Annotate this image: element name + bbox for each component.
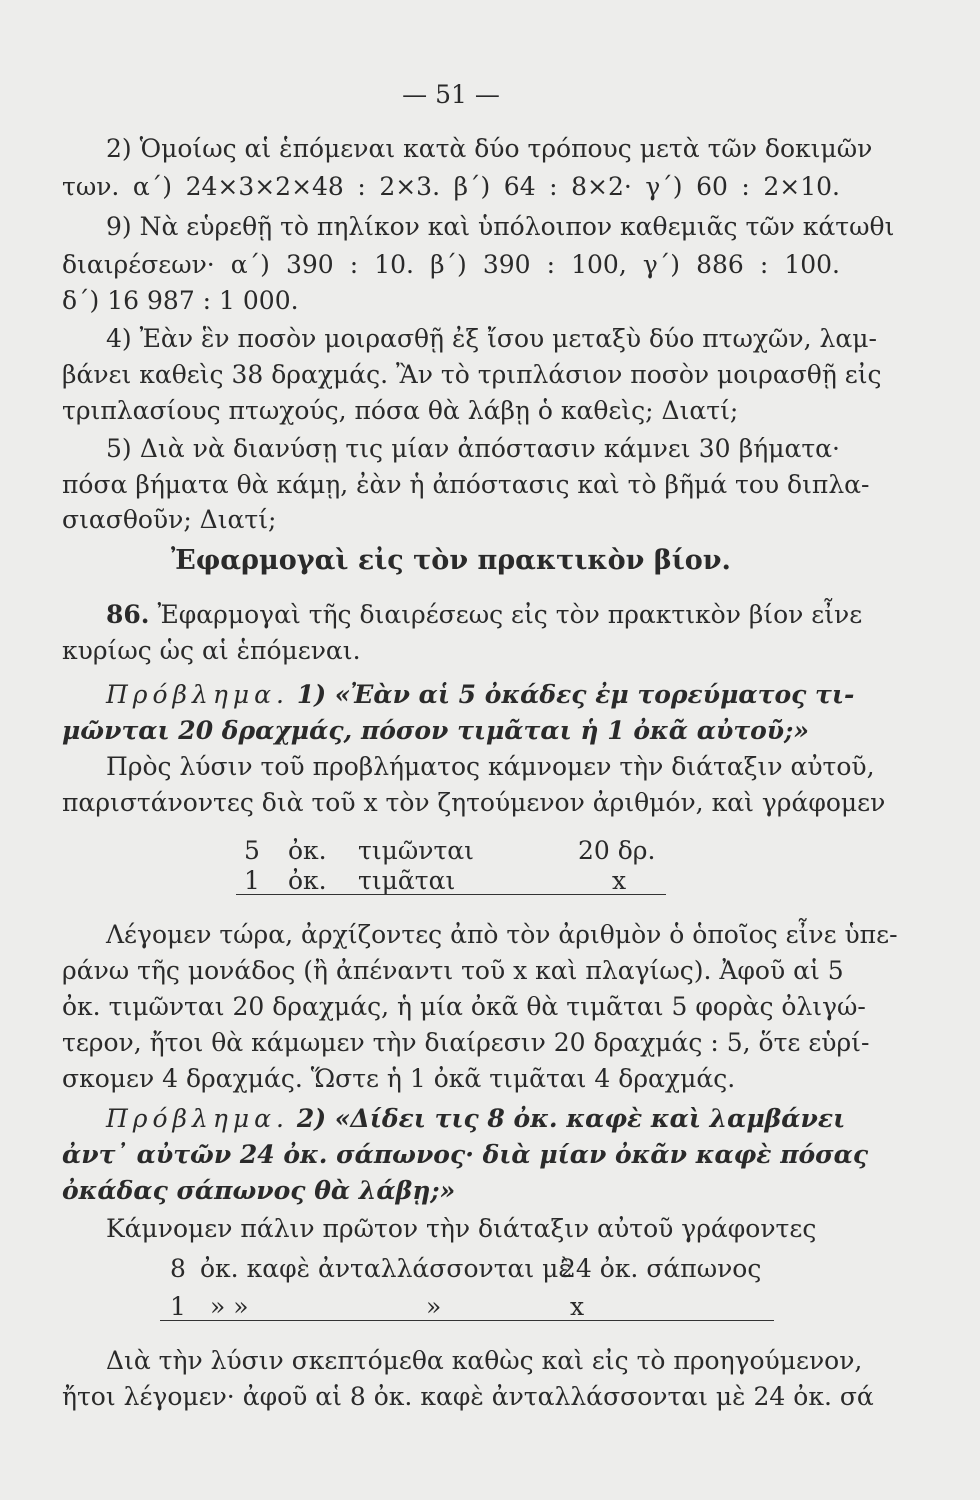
problem1-explanation: ράνω τῆς μονάδος (ἢ ἀπέναντι τοῦ x καὶ πλαγίως). Ἀφοῦ αἱ 5 xyxy=(62,956,844,985)
table1-cell: x xyxy=(612,866,627,895)
problem1-explanation: τερον, ἤτοι θὰ κάμωμεν τὴν διαίρεσιν 20 δραχμάς : 5, ὅτε εὑρί- xyxy=(62,1028,870,1057)
table2-cell: 8 xyxy=(170,1254,186,1283)
table2-cell: » xyxy=(426,1292,442,1321)
problem1-text: παριστάνοντες διὰ τοῦ x τὸν ζητούμενον ἀριθμόν, καὶ γράφομεν xyxy=(62,788,886,817)
table2-cell: » » xyxy=(210,1292,249,1321)
problem2-text: Κάμνομεν πάλιν πρῶτον τὴν διάταξιν αὐτοῦ γράφοντες xyxy=(106,1214,817,1243)
problem2-question-line2: ἀντ᾽ αὐτῶν 24 ὀκ. σάπωνος· διὰ μίαν ὀκᾶν καφὲ πόσας xyxy=(62,1140,869,1169)
exercise-line: βάνει καθεὶς 38 δραχμάς. Ἂν τὸ τριπλάσιον ποσὸν μοιρασθῇ εἰς xyxy=(62,360,882,389)
section-text: Ἐφαρμογαὶ τῆς διαιρέσεως εἰς τὸν πρακτικὸν βίον εἶνε xyxy=(157,600,863,629)
problem1-text: Πρὸς λύσιν τοῦ προβλήματος κάμνομεν τὴν διάταξιν αὐτοῦ, xyxy=(106,752,875,781)
exercise-line: τριπλασίους πτωχούς, πόσα θὰ λάβῃ ὁ καθεὶς; Διατί; xyxy=(62,396,739,425)
table2-cell: ὀκ. καφὲ ἀνταλλάσσονται μὲ xyxy=(200,1254,572,1283)
section-86-line2: κυρίως ὡς αἱ ἑπόμεναι. xyxy=(62,636,361,665)
problem-label: Πρόβλημα. xyxy=(106,680,289,709)
table2-cell: 1 xyxy=(170,1292,186,1321)
exercise-line: πόσα βήματα θὰ κάμῃ, ἐὰν ἡ ἀπόστασις καὶ τὸ βῆμά του διπλα- xyxy=(62,470,870,499)
exercise-line: 9) Νὰ εὑρεθῇ τὸ πηλίκον καὶ ὑπόλοιπον καθεμιᾶς τῶν κάτωθι xyxy=(106,212,895,241)
problem1-question-line2: μῶνται 20 δραχμάς, πόσον τιμᾶται ἡ 1 ὀκᾶ αὐτοῦ;» xyxy=(62,716,810,745)
table1-underline xyxy=(236,894,666,895)
table1-cell: 1 xyxy=(244,866,260,895)
table1-cell: 5 xyxy=(244,836,260,865)
exercise-line: 5) Διὰ νὰ διανύσῃ τις μίαν ἀπόστασιν κάμνει 30 βήματα· xyxy=(106,434,840,463)
exercise-line: 4) Ἐὰν ἓν ποσὸν μοιρασθῇ ἐξ ἴσου μεταξὺ δύο πτωχῶν, λαμ- xyxy=(106,324,877,353)
problem2-after: Διὰ τὴν λύσιν σκεπτόμεθα καθὼς καὶ εἰς τὸ προηγούμενον, xyxy=(106,1346,863,1375)
problem-question: 1) «Ἐὰν αἱ 5 ὀκάδες ἐμ τορεύματος τι- xyxy=(296,680,855,709)
exercise-line: 2) Ὁμοίως αἱ ἑπόμεναι κατὰ δύο τρόπους μετὰ τῶν δοκιμῶν xyxy=(106,134,873,163)
table2-underline xyxy=(160,1320,774,1321)
problem2-question-line1 xyxy=(106,1104,845,1134)
problem2-question-line3: ὀκάδας σάπωνος θὰ λάβῃ;» xyxy=(62,1176,456,1205)
table1-cell: ὀκ. xyxy=(288,836,327,865)
page-number: — 51 — xyxy=(402,80,500,109)
exercise-line: των. α΄) 24×3×2×48 : 2×3. β΄) 64 : 8×2· γ΄) 60 : 2×10. xyxy=(62,172,840,201)
exercise-line: δ΄) 16 987 : 1 000. xyxy=(62,286,299,315)
problem-question: 2) «Δίδει τις 8 ὀκ. καφὲ καὶ λαμβάνει xyxy=(296,1104,846,1133)
exercise-line: διαιρέσεων· α΄) 390 : 10. β΄) 390 : 100, γ΄) 886 : 100. xyxy=(62,250,840,279)
problem1-explanation: σκομεν 4 δραχμάς. Ὥστε ἡ 1 ὀκᾶ τιμᾶται 4 δραχμάς. xyxy=(62,1064,736,1093)
problem1-question-line1 xyxy=(106,680,854,710)
table1-cell: τιμῶνται xyxy=(358,836,474,865)
table2-cell: 24 ὀκ. σάπωνος xyxy=(560,1254,762,1283)
problem1-explanation: Λέγομεν τώρα, ἀρχίζοντες ἀπὸ τὸν ἀριθμὸν ὁ ὁποῖος εἶνε ὑπε- xyxy=(106,920,898,949)
problem2-after: ἤτοι λέγομεν· ἀφοῦ αἱ 8 ὀκ. καφὲ ἀνταλλάσσονται μὲ 24 ὀκ. σά xyxy=(62,1382,874,1411)
exercise-line: σιασθοῦν; Διατί; xyxy=(62,505,277,534)
problem1-explanation: ὀκ. τιμῶνται 20 δραχμάς, ἡ μία ὀκᾶ θὰ τιμᾶται 5 φορὰς ὀλιγώ- xyxy=(62,992,866,1021)
table1-cell: 20 δρ. xyxy=(578,836,656,865)
table1-cell: ὀκ. xyxy=(288,866,327,895)
section-heading: Ἐφαρμογαὶ εἰς τὸν πρακτικὸν βίον. xyxy=(171,545,731,576)
problem-label: Πρόβλημα. xyxy=(106,1104,289,1133)
section-number: 86. xyxy=(106,600,150,629)
section-86-line1 xyxy=(106,600,863,630)
table2-cell: x xyxy=(570,1292,585,1321)
table1-cell: τιμᾶται xyxy=(358,866,456,895)
